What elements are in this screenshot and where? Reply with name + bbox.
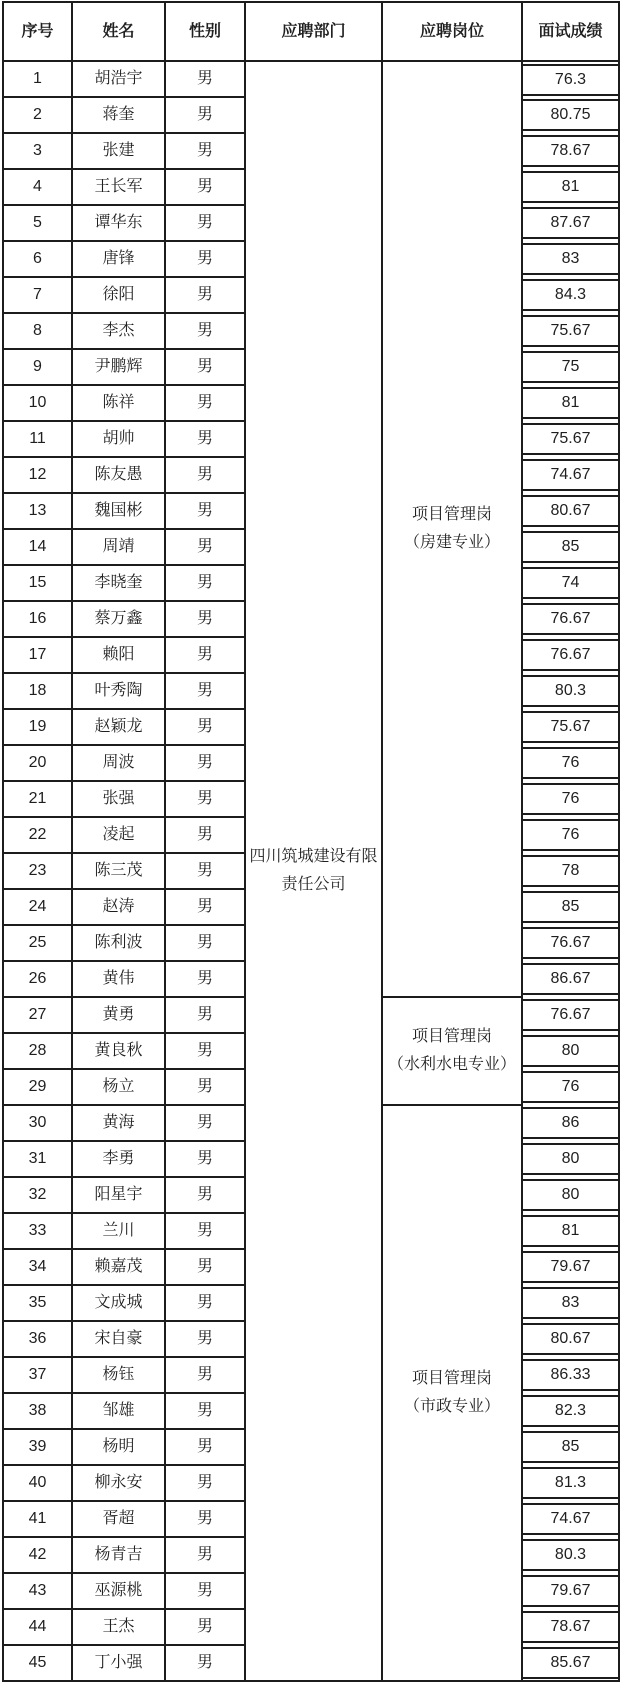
cell-interview-score bbox=[522, 1033, 619, 1069]
cell-interview-score bbox=[522, 457, 619, 493]
cell-position-group bbox=[382, 1105, 522, 1681]
department-line: 责任公司 bbox=[281, 876, 346, 893]
score-value: 86 bbox=[523, 1107, 618, 1139]
position-line: 项目管理岗 bbox=[411, 506, 492, 523]
cell-department bbox=[245, 61, 382, 1681]
cell-interview-score bbox=[522, 313, 619, 349]
cell-gender: 男 bbox=[165, 1213, 245, 1249]
cell-serial-number: 30 bbox=[3, 1105, 72, 1141]
cell-gender: 男 bbox=[165, 817, 245, 853]
cell-interview-score bbox=[522, 889, 619, 925]
cell-interview-score bbox=[522, 1609, 619, 1645]
cell-serial-number: 34 bbox=[3, 1249, 72, 1285]
cell-name: 陈三茂 bbox=[72, 853, 165, 889]
cell-name: 蒋奎 bbox=[72, 97, 165, 133]
cell-serial-number: 15 bbox=[3, 565, 72, 601]
cell-gender: 男 bbox=[165, 1429, 245, 1465]
cell-gender: 男 bbox=[165, 1249, 245, 1285]
cell-gender: 男 bbox=[165, 925, 245, 961]
cell-interview-score bbox=[522, 1357, 619, 1393]
cell-gender: 男 bbox=[165, 349, 245, 385]
cell-name: 叶秀陶 bbox=[72, 673, 165, 709]
cell-interview-score bbox=[522, 1645, 619, 1681]
header-department: 应聘部门 bbox=[245, 2, 382, 61]
cell-name: 蔡万鑫 bbox=[72, 601, 165, 637]
cell-name: 李杰 bbox=[72, 313, 165, 349]
cell-gender: 男 bbox=[165, 601, 245, 637]
score-value: 83 bbox=[523, 243, 618, 275]
cell-interview-score bbox=[522, 1501, 619, 1537]
cell-interview-score bbox=[522, 493, 619, 529]
cell-interview-score bbox=[522, 97, 619, 133]
cell-gender: 男 bbox=[165, 673, 245, 709]
cell-interview-score bbox=[522, 133, 619, 169]
header-interview-score: 面试成绩 bbox=[522, 2, 619, 61]
score-value: 86.33 bbox=[523, 1359, 618, 1391]
cell-gender: 男 bbox=[165, 853, 245, 889]
header-gender: 性别 bbox=[165, 2, 245, 61]
table-body bbox=[3, 61, 619, 1681]
score-value: 76.67 bbox=[523, 927, 618, 959]
cell-name: 杨青吉 bbox=[72, 1537, 165, 1573]
cell-serial-number: 22 bbox=[3, 817, 72, 853]
table-row bbox=[3, 61, 619, 97]
cell-gender: 男 bbox=[165, 565, 245, 601]
cell-serial-number: 45 bbox=[3, 1645, 72, 1681]
cell-name: 杨钰 bbox=[72, 1357, 165, 1393]
cell-interview-score bbox=[522, 277, 619, 313]
cell-serial-number: 35 bbox=[3, 1285, 72, 1321]
score-value: 76.67 bbox=[523, 999, 618, 1031]
cell-gender: 男 bbox=[165, 529, 245, 565]
score-value: 82.3 bbox=[523, 1395, 618, 1427]
cell-interview-score bbox=[522, 241, 619, 277]
position-line: （市政专业） bbox=[403, 1398, 500, 1415]
department-line: 四川筑城建设有限 bbox=[249, 848, 378, 865]
score-value: 74.67 bbox=[523, 1503, 618, 1535]
cell-name: 胥超 bbox=[72, 1501, 165, 1537]
cell-name: 赖阳 bbox=[72, 637, 165, 673]
cell-gender: 男 bbox=[165, 205, 245, 241]
cell-interview-score bbox=[522, 853, 619, 889]
score-value: 75.67 bbox=[523, 423, 618, 455]
cell-interview-score bbox=[522, 1285, 619, 1321]
cell-serial-number: 37 bbox=[3, 1357, 72, 1393]
cell-serial-number: 44 bbox=[3, 1609, 72, 1645]
cell-serial-number: 29 bbox=[3, 1069, 72, 1105]
cell-interview-score bbox=[522, 1213, 619, 1249]
cell-name: 谭华东 bbox=[72, 205, 165, 241]
cell-position-group bbox=[382, 61, 522, 997]
cell-interview-score bbox=[522, 1069, 619, 1105]
score-value: 81 bbox=[523, 387, 618, 419]
score-value: 80 bbox=[523, 1179, 618, 1211]
cell-name: 胡帅 bbox=[72, 421, 165, 457]
cell-gender: 男 bbox=[165, 1285, 245, 1321]
cell-gender: 男 bbox=[165, 421, 245, 457]
cell-gender: 男 bbox=[165, 1177, 245, 1213]
cell-serial-number: 11 bbox=[3, 421, 72, 457]
cell-gender: 男 bbox=[165, 709, 245, 745]
cell-interview-score bbox=[522, 1465, 619, 1501]
cell-serial-number: 21 bbox=[3, 781, 72, 817]
cell-serial-number: 28 bbox=[3, 1033, 72, 1069]
cell-interview-score bbox=[522, 745, 619, 781]
cell-interview-score bbox=[522, 169, 619, 205]
position-line: （水利水电专业） bbox=[387, 1056, 516, 1073]
cell-gender: 男 bbox=[165, 1393, 245, 1429]
cell-name: 张强 bbox=[72, 781, 165, 817]
score-value: 80 bbox=[523, 1143, 618, 1175]
cell-serial-number: 8 bbox=[3, 313, 72, 349]
cell-gender: 男 bbox=[165, 1105, 245, 1141]
cell-interview-score bbox=[522, 349, 619, 385]
score-value: 78.67 bbox=[523, 1611, 618, 1643]
cell-name: 阳星宇 bbox=[72, 1177, 165, 1213]
cell-gender: 男 bbox=[165, 781, 245, 817]
score-value: 75.67 bbox=[523, 315, 618, 347]
cell-gender: 男 bbox=[165, 493, 245, 529]
cell-name: 周靖 bbox=[72, 529, 165, 565]
cell-serial-number: 20 bbox=[3, 745, 72, 781]
score-value: 76 bbox=[523, 783, 618, 815]
cell-name: 周波 bbox=[72, 745, 165, 781]
cell-name: 巫源桃 bbox=[72, 1573, 165, 1609]
cell-name: 王长军 bbox=[72, 169, 165, 205]
score-value: 80.67 bbox=[523, 495, 618, 527]
cell-name: 柳永安 bbox=[72, 1465, 165, 1501]
header-position: 应聘岗位 bbox=[382, 2, 522, 61]
cell-interview-score bbox=[522, 817, 619, 853]
position-line: （房建专业） bbox=[403, 534, 500, 551]
cell-interview-score bbox=[522, 565, 619, 601]
cell-gender: 男 bbox=[165, 313, 245, 349]
cell-interview-score bbox=[522, 1105, 619, 1141]
cell-name: 徐阳 bbox=[72, 277, 165, 313]
score-value: 75 bbox=[523, 351, 618, 383]
cell-gender: 男 bbox=[165, 1501, 245, 1537]
header-serial-number: 序号 bbox=[3, 2, 72, 61]
cell-gender: 男 bbox=[165, 277, 245, 313]
cell-interview-score bbox=[522, 709, 619, 745]
cell-gender: 男 bbox=[165, 889, 245, 925]
cell-name: 唐锋 bbox=[72, 241, 165, 277]
cell-gender: 男 bbox=[165, 1033, 245, 1069]
cell-serial-number: 16 bbox=[3, 601, 72, 637]
interview-results-table bbox=[2, 1, 620, 1682]
header-row bbox=[3, 2, 619, 61]
cell-interview-score bbox=[522, 1573, 619, 1609]
cell-interview-score bbox=[522, 673, 619, 709]
score-value: 76.67 bbox=[523, 603, 618, 635]
score-value: 78 bbox=[523, 855, 618, 887]
cell-serial-number: 18 bbox=[3, 673, 72, 709]
cell-gender: 男 bbox=[165, 1465, 245, 1501]
cell-serial-number: 42 bbox=[3, 1537, 72, 1573]
cell-name: 丁小强 bbox=[72, 1645, 165, 1681]
cell-name: 兰川 bbox=[72, 1213, 165, 1249]
score-value: 81.3 bbox=[523, 1467, 618, 1499]
cell-name: 黄勇 bbox=[72, 997, 165, 1033]
cell-interview-score bbox=[522, 961, 619, 997]
cell-name: 黄伟 bbox=[72, 961, 165, 997]
cell-serial-number: 32 bbox=[3, 1177, 72, 1213]
score-value: 76 bbox=[523, 1071, 618, 1103]
score-value: 81 bbox=[523, 171, 618, 203]
score-value: 83 bbox=[523, 1287, 618, 1319]
score-value: 76.3 bbox=[523, 64, 618, 96]
cell-interview-score bbox=[522, 61, 619, 97]
score-value: 80.3 bbox=[523, 675, 618, 707]
cell-name: 王杰 bbox=[72, 1609, 165, 1645]
cell-serial-number: 36 bbox=[3, 1321, 72, 1357]
score-value: 76 bbox=[523, 819, 618, 851]
cell-name: 李晓奎 bbox=[72, 565, 165, 601]
cell-serial-number: 12 bbox=[3, 457, 72, 493]
cell-name: 杨明 bbox=[72, 1429, 165, 1465]
cell-interview-score bbox=[522, 1537, 619, 1573]
cell-name: 赵涛 bbox=[72, 889, 165, 925]
score-value: 81 bbox=[523, 1215, 618, 1247]
cell-interview-score bbox=[522, 421, 619, 457]
cell-name: 陈友愚 bbox=[72, 457, 165, 493]
cell-serial-number: 43 bbox=[3, 1573, 72, 1609]
cell-serial-number: 13 bbox=[3, 493, 72, 529]
cell-name: 魏国彬 bbox=[72, 493, 165, 529]
score-value: 84.3 bbox=[523, 279, 618, 311]
cell-name: 黄良秋 bbox=[72, 1033, 165, 1069]
cell-interview-score bbox=[522, 1177, 619, 1213]
cell-name: 陈利波 bbox=[72, 925, 165, 961]
cell-interview-score bbox=[522, 1249, 619, 1285]
cell-serial-number: 26 bbox=[3, 961, 72, 997]
cell-gender: 男 bbox=[165, 61, 245, 97]
cell-interview-score bbox=[522, 781, 619, 817]
cell-interview-score bbox=[522, 529, 619, 565]
cell-interview-score bbox=[522, 637, 619, 673]
cell-gender: 男 bbox=[165, 961, 245, 997]
cell-name: 凌起 bbox=[72, 817, 165, 853]
cell-name: 尹鹏辉 bbox=[72, 349, 165, 385]
cell-interview-score bbox=[522, 1393, 619, 1429]
cell-serial-number: 9 bbox=[3, 349, 72, 385]
cell-serial-number: 1 bbox=[3, 61, 72, 97]
table-header bbox=[3, 2, 619, 61]
cell-serial-number: 14 bbox=[3, 529, 72, 565]
cell-interview-score bbox=[522, 205, 619, 241]
cell-serial-number: 4 bbox=[3, 169, 72, 205]
cell-gender: 男 bbox=[165, 745, 245, 781]
cell-gender: 男 bbox=[165, 241, 245, 277]
cell-serial-number: 25 bbox=[3, 925, 72, 961]
score-value: 85 bbox=[523, 1431, 618, 1463]
cell-serial-number: 33 bbox=[3, 1213, 72, 1249]
cell-gender: 男 bbox=[165, 997, 245, 1033]
cell-gender: 男 bbox=[165, 169, 245, 205]
cell-serial-number: 10 bbox=[3, 385, 72, 421]
cell-position-group bbox=[382, 997, 522, 1105]
score-value: 78.67 bbox=[523, 135, 618, 167]
cell-name: 陈祥 bbox=[72, 385, 165, 421]
cell-interview-score bbox=[522, 1429, 619, 1465]
cell-serial-number: 5 bbox=[3, 205, 72, 241]
cell-serial-number: 39 bbox=[3, 1429, 72, 1465]
score-value: 75.67 bbox=[523, 711, 618, 743]
score-value: 85 bbox=[523, 531, 618, 563]
cell-gender: 男 bbox=[165, 1645, 245, 1681]
cell-interview-score bbox=[522, 1321, 619, 1357]
cell-serial-number: 40 bbox=[3, 1465, 72, 1501]
cell-serial-number: 6 bbox=[3, 241, 72, 277]
score-value: 79.67 bbox=[523, 1251, 618, 1283]
cell-serial-number: 24 bbox=[3, 889, 72, 925]
cell-name: 杨立 bbox=[72, 1069, 165, 1105]
score-value: 76 bbox=[523, 747, 618, 779]
cell-serial-number: 3 bbox=[3, 133, 72, 169]
cell-gender: 男 bbox=[165, 1537, 245, 1573]
score-value: 80 bbox=[523, 1035, 618, 1067]
score-value: 79.67 bbox=[523, 1575, 618, 1607]
score-value: 76.67 bbox=[523, 639, 618, 671]
score-value: 87.67 bbox=[523, 207, 618, 239]
cell-interview-score bbox=[522, 997, 619, 1033]
score-value: 85.67 bbox=[523, 1647, 618, 1679]
cell-gender: 男 bbox=[165, 637, 245, 673]
cell-gender: 男 bbox=[165, 1321, 245, 1357]
cell-gender: 男 bbox=[165, 1357, 245, 1393]
page bbox=[0, 1, 622, 1686]
cell-name: 张建 bbox=[72, 133, 165, 169]
cell-serial-number: 2 bbox=[3, 97, 72, 133]
cell-interview-score bbox=[522, 385, 619, 421]
cell-gender: 男 bbox=[165, 1141, 245, 1177]
score-value: 74 bbox=[523, 567, 618, 599]
score-value: 86.67 bbox=[523, 963, 618, 995]
position-line: 项目管理岗 bbox=[411, 1370, 492, 1387]
cell-serial-number: 17 bbox=[3, 637, 72, 673]
cell-serial-number: 41 bbox=[3, 1501, 72, 1537]
cell-serial-number: 23 bbox=[3, 853, 72, 889]
score-value: 80.3 bbox=[523, 1539, 618, 1571]
cell-name: 文成城 bbox=[72, 1285, 165, 1321]
score-value: 85 bbox=[523, 891, 618, 923]
cell-gender: 男 bbox=[165, 133, 245, 169]
header-name: 姓名 bbox=[72, 2, 165, 61]
position-line: 项目管理岗 bbox=[411, 1028, 492, 1045]
score-value: 74.67 bbox=[523, 459, 618, 491]
cell-serial-number: 31 bbox=[3, 1141, 72, 1177]
cell-name: 宋自豪 bbox=[72, 1321, 165, 1357]
score-value: 80.75 bbox=[523, 99, 618, 131]
cell-gender: 男 bbox=[165, 385, 245, 421]
cell-serial-number: 38 bbox=[3, 1393, 72, 1429]
cell-gender: 男 bbox=[165, 1069, 245, 1105]
cell-serial-number: 7 bbox=[3, 277, 72, 313]
cell-name: 胡浩宇 bbox=[72, 61, 165, 97]
cell-name: 李勇 bbox=[72, 1141, 165, 1177]
cell-name: 黄海 bbox=[72, 1105, 165, 1141]
cell-name: 赵颖龙 bbox=[72, 709, 165, 745]
cell-gender: 男 bbox=[165, 1609, 245, 1645]
cell-serial-number: 27 bbox=[3, 997, 72, 1033]
cell-gender: 男 bbox=[165, 457, 245, 493]
score-value: 80.67 bbox=[523, 1323, 618, 1355]
cell-name: 邹雄 bbox=[72, 1393, 165, 1429]
cell-interview-score bbox=[522, 1141, 619, 1177]
cell-interview-score bbox=[522, 925, 619, 961]
cell-gender: 男 bbox=[165, 97, 245, 133]
cell-name: 赖嘉茂 bbox=[72, 1249, 165, 1285]
cell-interview-score bbox=[522, 601, 619, 637]
cell-gender: 男 bbox=[165, 1573, 245, 1609]
cell-serial-number: 19 bbox=[3, 709, 72, 745]
